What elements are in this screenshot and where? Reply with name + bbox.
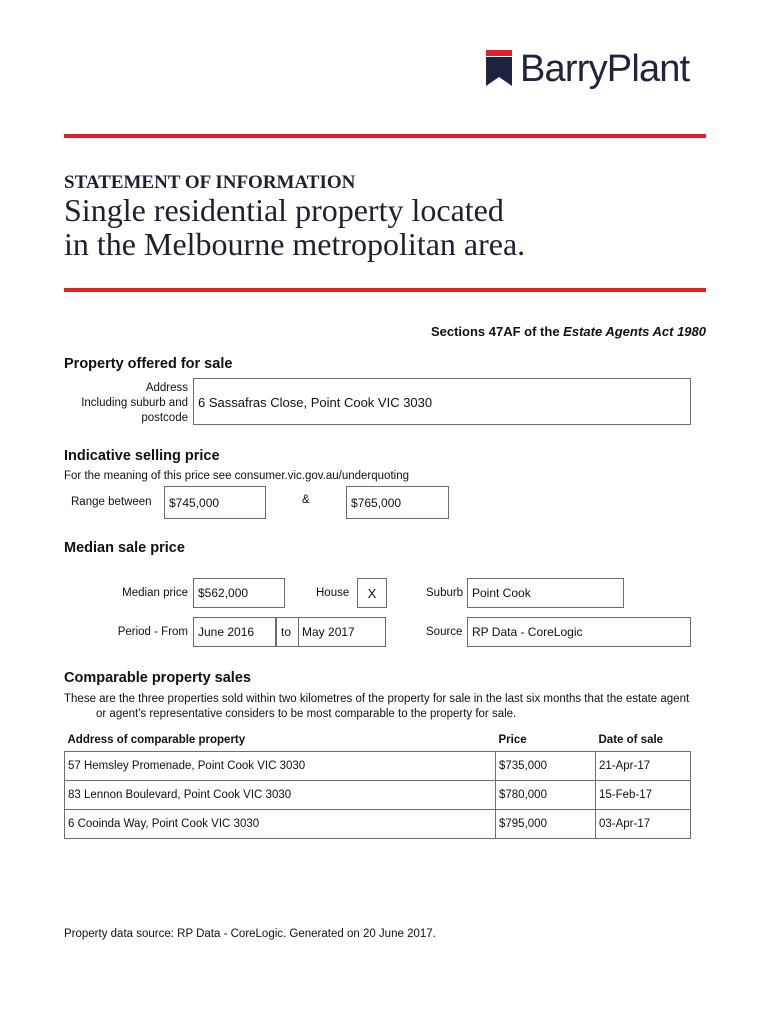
median-price-field[interactable]: $562,000 bbox=[193, 578, 285, 608]
period-to-value: May 2017 bbox=[298, 617, 355, 647]
address-label-line-1: Address bbox=[145, 382, 188, 394]
comparable-address[interactable]: 83 Lennon Boulevard, Point Cook VIC 3030 bbox=[65, 781, 496, 810]
title-line-2: in the Melbourne metropolitan area. bbox=[64, 226, 526, 262]
median-price-label: Median price bbox=[122, 587, 188, 599]
comparable-price[interactable]: $795,000 bbox=[496, 810, 596, 839]
median-heading: Median sale price bbox=[64, 540, 185, 556]
act-prefix: Sections 47AF of the bbox=[430, 324, 564, 339]
address-label bbox=[81, 381, 188, 426]
comparable-address[interactable]: 57 Hemsley Promenade, Point Cook VIC 3030 bbox=[65, 752, 496, 781]
comparables-heading: Comparable property sales bbox=[64, 670, 251, 686]
column-header-date: Date of sale bbox=[598, 734, 664, 746]
table-row bbox=[65, 781, 691, 810]
act-name: Estate Agents Act 1980 bbox=[563, 324, 706, 339]
table-row bbox=[65, 810, 691, 839]
comparable-price[interactable]: $735,000 bbox=[496, 752, 596, 781]
indicative-note: For the meaning of this price see consumer.vic.gov.au/underquoting bbox=[64, 470, 409, 482]
property-address-field[interactable]: 6 Sassafras Close, Point Cook VIC 3030 bbox=[193, 378, 691, 425]
title-line-1: Single residential property located bbox=[64, 192, 504, 228]
range-separator: & bbox=[302, 494, 310, 506]
data-source-note: Property data source: RP Data - CoreLogic. Generated on 20 June 2017. bbox=[64, 928, 436, 940]
indicative-heading: Indicative selling price bbox=[64, 448, 220, 464]
price-range-high-field[interactable]: $765,000 bbox=[346, 486, 449, 519]
source-field[interactable]: RP Data - CoreLogic bbox=[467, 617, 691, 647]
period-to-label: to bbox=[281, 625, 292, 639]
source-label: Source bbox=[426, 626, 463, 638]
address-label-line-3: postcode bbox=[141, 412, 188, 424]
brand-name: BarryPlant bbox=[520, 48, 690, 90]
comparable-date[interactable]: 03-Apr-17 bbox=[596, 810, 691, 839]
comparable-date[interactable]: 21-Apr-17 bbox=[596, 752, 691, 781]
column-header-price: Price bbox=[498, 734, 527, 746]
range-label: Range between bbox=[71, 496, 152, 508]
comparable-price[interactable]: $780,000 bbox=[496, 781, 596, 810]
bookmark-flag-icon bbox=[486, 50, 512, 86]
table-row bbox=[65, 752, 691, 781]
period-from-label: Period - From bbox=[117, 626, 188, 638]
document-kicker: STATEMENT OF INFORMATION bbox=[64, 172, 356, 193]
comparables-description-1: These are the three properties sold within two kilometres of the property for sale in the last six months that the estate agent bbox=[64, 693, 690, 705]
period-to-field[interactable] bbox=[276, 617, 386, 647]
document-title bbox=[64, 193, 525, 261]
column-header-address: Address of comparable property bbox=[67, 734, 246, 746]
brand-logo bbox=[486, 46, 708, 102]
comparables-table bbox=[64, 729, 691, 839]
period-from-field[interactable]: June 2016 bbox=[193, 617, 276, 647]
title-rule bbox=[64, 288, 706, 292]
comparables-header-row bbox=[65, 729, 691, 752]
act-reference bbox=[431, 324, 706, 339]
comparables-description-2: or agent's representative considers to be most comparable to the property for sale. bbox=[96, 708, 517, 720]
suburb-label: Suburb bbox=[426, 587, 464, 599]
price-range-low-field[interactable]: $745,000 bbox=[164, 486, 266, 519]
property-heading: Property offered for sale bbox=[64, 356, 233, 372]
address-label-line-2: Including suburb and bbox=[81, 397, 188, 409]
property-type-label: House bbox=[316, 587, 350, 599]
comparable-address[interactable]: 6 Cooinda Way, Point Cook VIC 3030 bbox=[65, 810, 496, 839]
suburb-field[interactable]: Point Cook bbox=[467, 578, 624, 608]
comparable-date[interactable]: 15-Feb-17 bbox=[596, 781, 691, 810]
house-checkbox[interactable]: X bbox=[357, 578, 387, 608]
top-rule bbox=[64, 134, 706, 138]
